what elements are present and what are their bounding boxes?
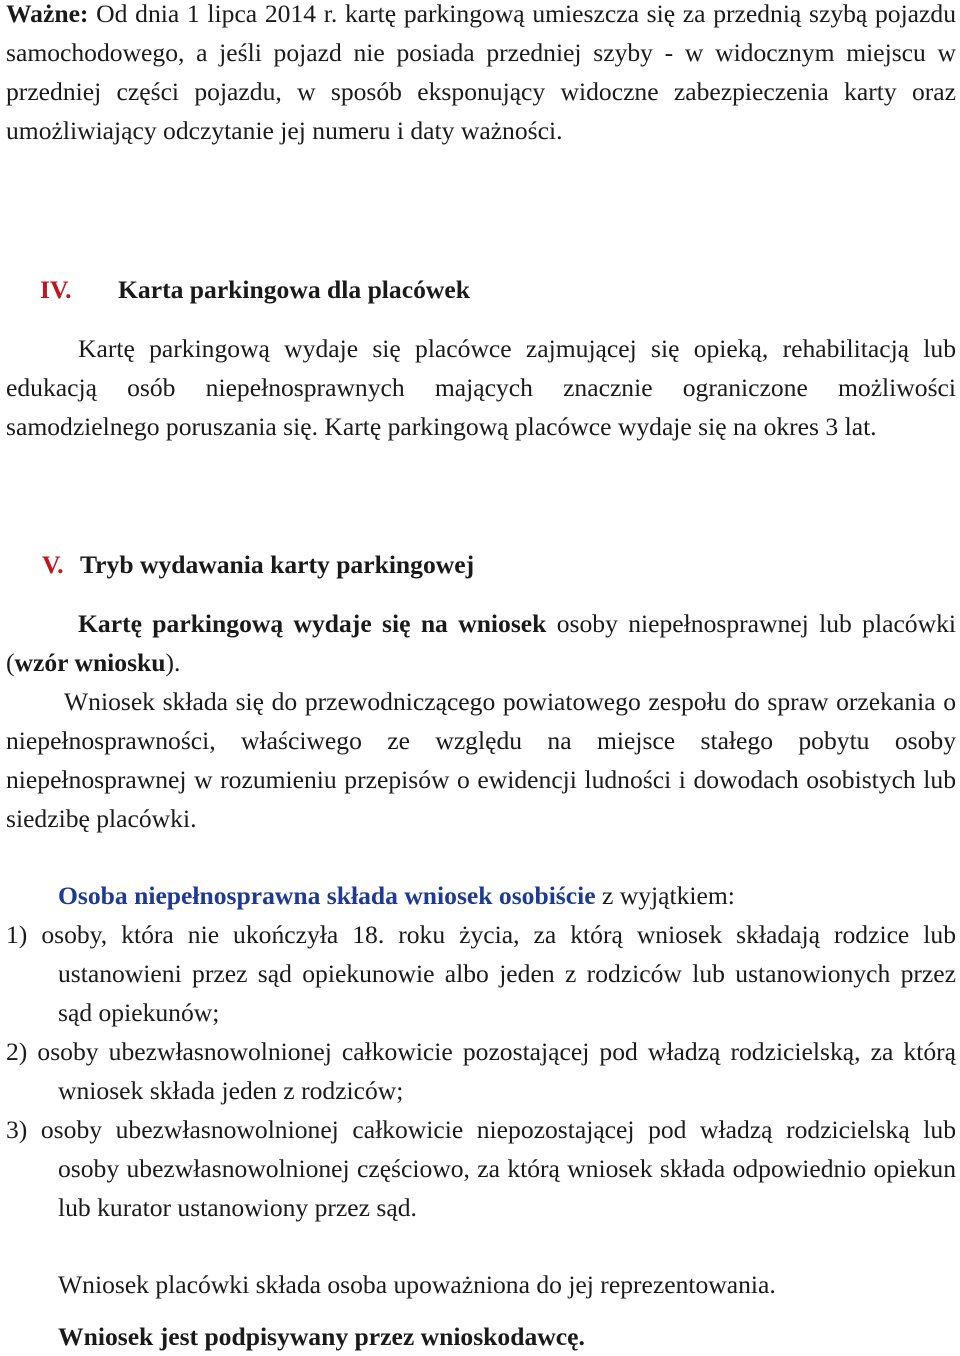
section-5-heading [6,545,956,584]
p3-bold-text: Osoba niepełnosprawna składa wniosek osobiście [58,881,596,910]
p1-end: ). [165,648,181,677]
exception-list-item-3: 3) osoby ubezwłasnowolnionej całkowicie niepozostającej pod władzą rodzicielską lub osoby ubezwłasnowolnionej częściowo, za którą wniosek składa odpowiednio opiekun lub kurator ustanowiony przez sąd. [6,1115,956,1222]
section-5-title: Tryb wydawania karty parkingowej [80,550,475,579]
section-4-heading [6,270,956,309]
intro-text: Od dnia 1 lipca 2014 r. kartę parkingową umieszcza się za przednią szybą pojazdu samochodowego, a jeśli pojazd nie posiada przedniej szyby - w widocznym miejscu w przedniej części pojazdu, w sposób eksponujący widoczne zabezpieczenia karty oraz umożliwiający odczytanie jej numeru i daty ważności. [6,0,956,145]
section-5-paragraph-2: Wniosek składa się do przewodniczącego powiatowego zespołu do spraw orzekania o niepełnosprawności, właściwego ze względu na miejsce stałego pobytu osoby niepełnosprawnej w rozumieniu przepisów o ewidencji ludności i dowodach osobistych lub siedzibę placówki. [6,687,956,833]
p1-bold-text: Kartę parkingową wydaje się na wniosek [78,609,547,638]
template-link[interactable]: wzór wniosku [14,648,166,677]
intro-paragraph [6,0,956,150]
section-5-paragraph-4: Wniosek placówki składa osoba upoważniona do jej reprezentowania. [58,1270,776,1299]
section-5-paragraph-1 [6,604,956,682]
p3-text: z wyjątkiem: [595,881,735,910]
section-5-paragraph-3 [6,876,956,915]
exception-list-item-1: 1) osoby, która nie ukończyła 18. roku życia, za którą wniosek składają rodzice lub ustanowieni przez sąd opiekunowie albo jeden z rodziców lub ustanowionych przez sąd opiekunów; [6,920,956,1027]
section-4-title: Karta parkingowa dla placówek [118,275,470,304]
intro-label: Ważne: [6,0,89,28]
exception-list-item-2: 2) osoby ubezwłasnowolnionej całkowicie pozostającej pod władzą rodzicielską, za którą wniosek składa jeden z rodziców; [6,1037,956,1105]
section-4-body: Kartę parkingową wydaje się placówce zajmującej się opieką, rehabilitacją lub edukacją osób niepełnosprawnych mających znacznie ograniczone możliwości samodzielnego poruszania się. Kartę parkingową placówce wydaje się na okres 3 lat. [6,334,956,441]
section-5-paragraph-5: Wniosek jest podpisywany przez wnioskodawcę. [58,1322,585,1351]
section-5-number: V. [42,550,64,579]
p1-text: osoby niepełnosprawnej lub placówki ( [6,609,956,677]
section-4-number: IV. [40,275,72,304]
